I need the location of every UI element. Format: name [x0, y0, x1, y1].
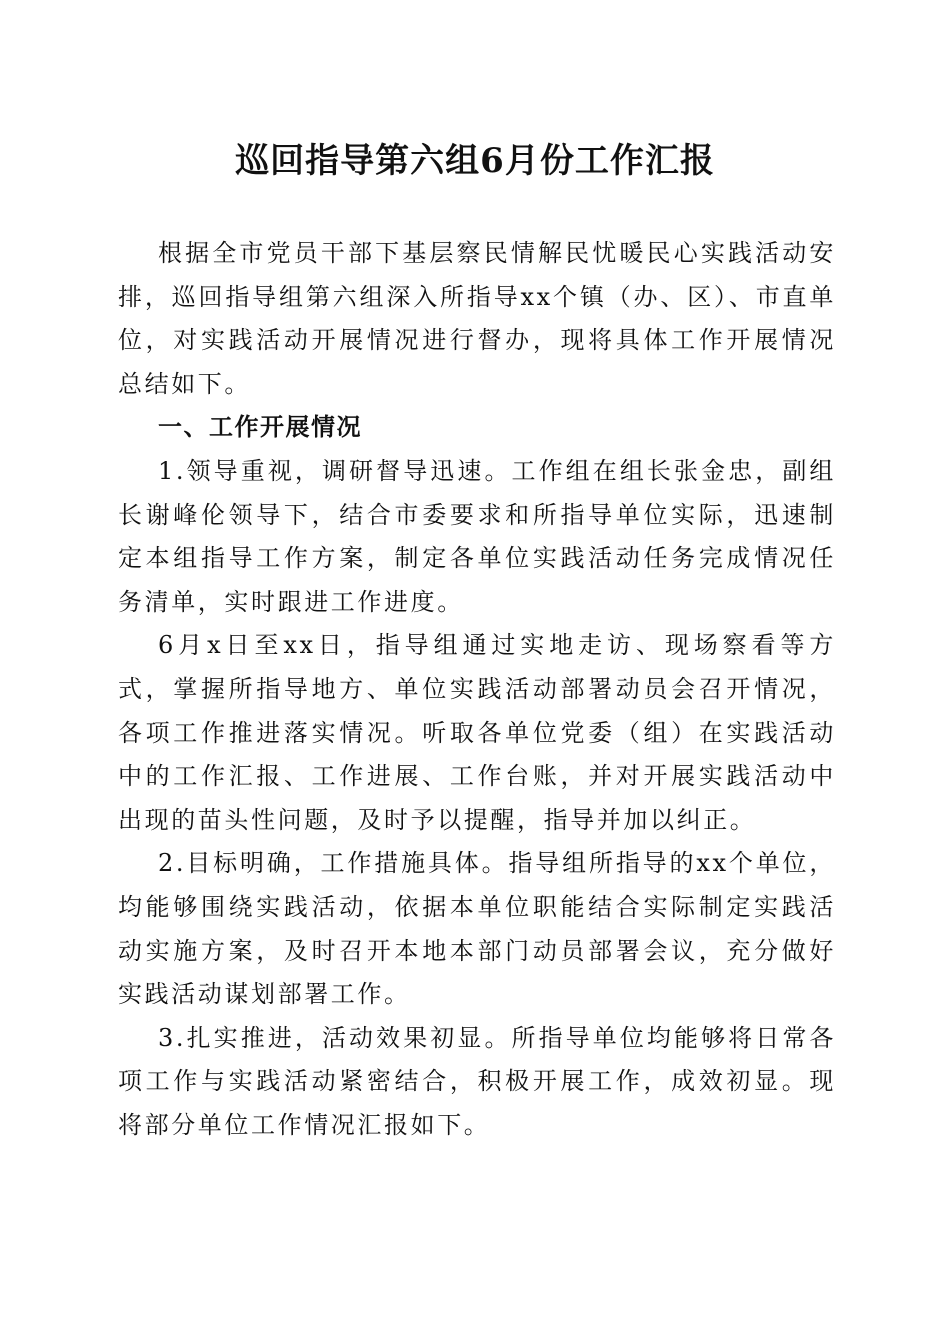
section-heading: 一、工作开展情况: [158, 413, 362, 442]
item-2-paragraph: 2.目标明确，工作措施具体。指导组所指导的xx个单位，均能够围绕实践活动，依据本单位职能结合实际制定实践活动实施方案，及时召开本地本部门动员部署会议，充分做好实践活动谋划部署工作。: [118, 849, 836, 1009]
item-1-followup-paragraph: 6月x日至xx日，指导组通过实地走访、现场察看等方式，掌握所指导地方、单位实践活动部署动员会召开情况，各项工作推进落实情况。听取各单位党委（组）在实践活动中的工作汇报、工作进展、工作台账，并对开展实践活动中出现的苗头性问题，及时予以提醒，指导并加以纠正。: [118, 631, 836, 834]
intro-paragraph: 根据全市党员干部下基层察民情解民忧暖民心实践活动安排，巡回指导组第六组深入所指导xx个镇（办、区）、市直单位，对实践活动开展情况进行督办，现将具体工作开展情况总结如下。: [118, 239, 836, 398]
item-1-paragraph: 1.领导重视，调研督导迅速。工作组在组长张金忠，副组长谢峰伦领导下，结合市委要求和所指导单位实际，迅速制定本组指导工作方案，制定各单位实践活动任务完成情况任务清单，实时跟进工作进度。: [118, 456, 836, 616]
item-3-paragraph: 3.扎实推进，活动效果初显。所指导单位均能够将日常各项工作与实践活动紧密结合，积极开展工作，成效初显。现将部分单位工作情况汇报如下。: [118, 1023, 836, 1139]
document-body: [118, 232, 836, 1147]
document-title: 巡回指导第六组6月份工作汇报: [235, 141, 715, 181]
